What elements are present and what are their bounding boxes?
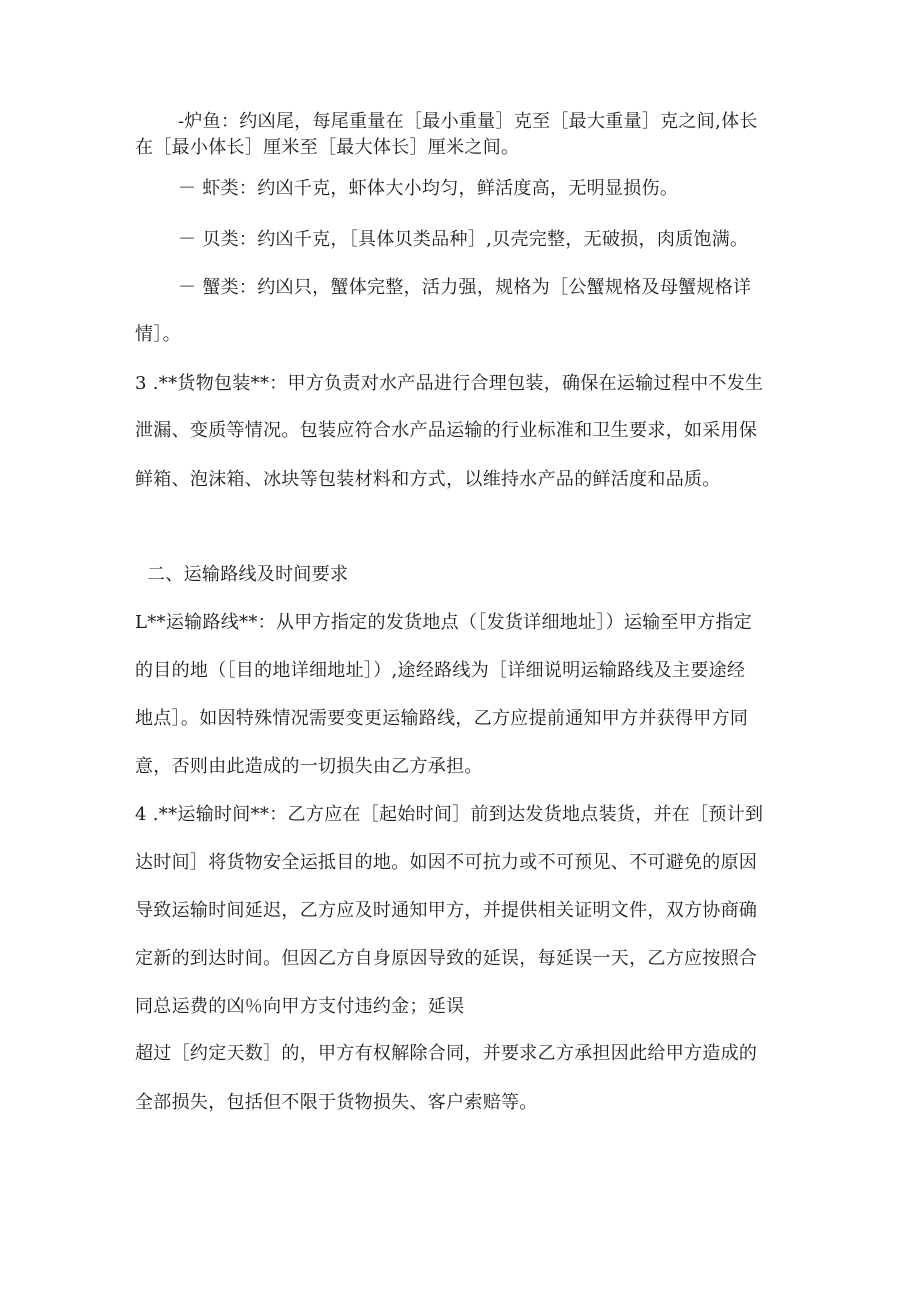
text-line-9: 鲜箱、泡沫箱、冰块等包装材料和方式，以维持水产品的鲜活度和品质。 xyxy=(135,469,721,490)
text-line-16: 达时间］将货物安全运抵目的地。如因不可抗力或不可预见、不可避免的原因 xyxy=(135,852,758,873)
text-line-18: 定新的到达时间。但因乙方自身原因导致的延误，每延误一天，乙方应按照合 xyxy=(135,948,758,969)
text-line-20: 超过［约定天数］的，甲方有权解除合同，并要求乙方承担因此给甲方造成的 xyxy=(135,1043,758,1064)
text-line-17: 导致运输时间延迟，乙方应及时通知甲方，并提供相关证明文件，双方协商确 xyxy=(135,900,758,921)
text-line-14: 意，否则由此造成的一切损失由乙方承担。 xyxy=(135,756,483,777)
text-line-2: 在［最小体长］厘米至［最大体长］厘米之间。 xyxy=(135,137,520,158)
text-line-21: 全部损失，包括但不限于货物损失、客户索赔等。 xyxy=(135,1092,538,1113)
text-line-4: － 贝类：约凶千克，［具体贝类品种］,贝壳完整，无破损，肉质饱满。 xyxy=(178,229,749,250)
text-line-13: 地点］。如因特殊情况需要变更运输路线，乙方应提前通知甲方并获得甲方同 xyxy=(135,708,749,729)
text-line-7: 3 .**货物包装**：甲方负责对水产品进行合理包装，确保在运输过程中不发生 xyxy=(135,373,764,394)
text-line-19: 同总运费的凶％向甲方支付违约金；延误 xyxy=(135,996,465,1017)
section-heading: 二、运输路线及时间要求 xyxy=(147,564,349,585)
text-line-1: -炉鱼：约凶尾，每尾重量在［最小重量］克至［最大重量］克之间,体长 xyxy=(178,111,758,132)
text-line-11: L**运输路线**：从甲方指定的发货地点（［发货详细地址］）运输至甲方指定 xyxy=(135,612,753,633)
text-line-15: 4 .**运输时间**：乙方应在［起始时间］前到达发货地点装货，并在［预计到 xyxy=(135,804,764,825)
text-line-8: 泄漏、变质等情况。包装应符合水产品运输的行业标准和卫生要求，如采用保 xyxy=(135,420,758,441)
text-line-6: 情］。 xyxy=(135,324,181,345)
text-line-5: － 蟹类：约凶只，蟹体完整，活力强，规格为［公蟹规格及母蟹规格详 xyxy=(178,277,752,298)
text-line-3: － 虾类：约凶千克，虾体大小均匀，鲜活度高，无明显损伤。 xyxy=(178,178,679,199)
text-line-12: 的目的地（［目的地详细地址］）,途经路线为［详细说明运输路线及主要途经 xyxy=(135,660,746,681)
